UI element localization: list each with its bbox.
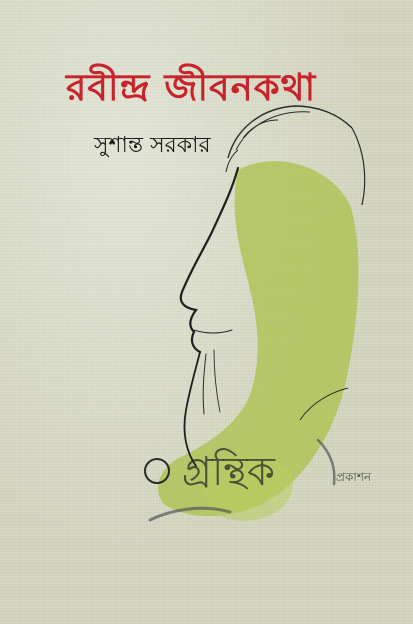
logo-brush (318, 440, 334, 484)
publisher-suffix: প্রকাশন (336, 470, 372, 484)
publisher-logo-icon (144, 458, 170, 484)
beard-stroke (203, 354, 206, 414)
author-name: সুশান্ত সরকার (94, 133, 211, 158)
publisher-name: গ্রন্থিক (182, 449, 276, 495)
book-title: রবীন্দ্র জীবনকথা (66, 66, 317, 109)
back-stroke (352, 128, 365, 205)
beard-stroke (214, 350, 220, 412)
beard-stroke (194, 330, 232, 333)
face-profile (181, 168, 238, 352)
